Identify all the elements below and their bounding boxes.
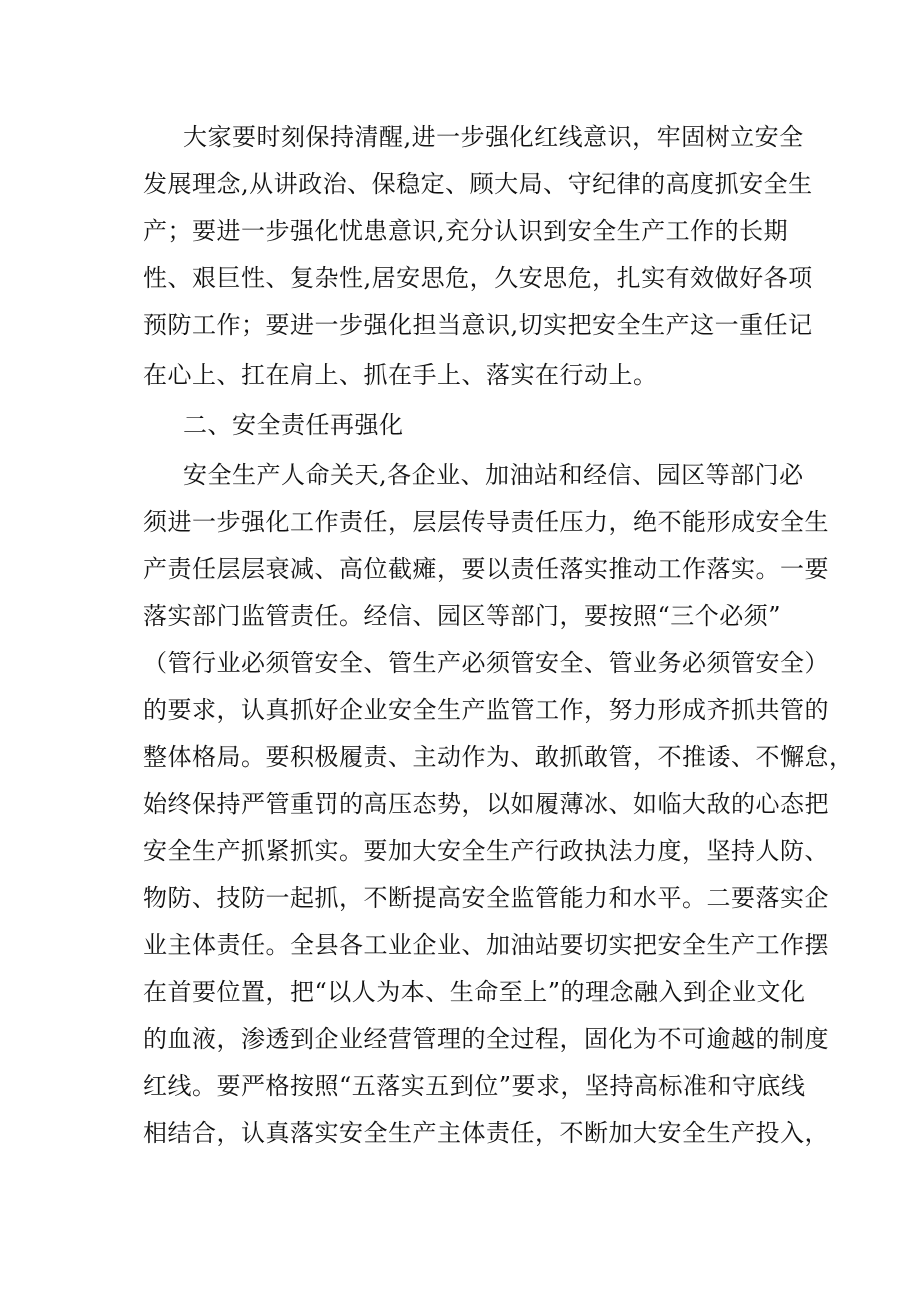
paragraph-line: 大家要时刻保持清醒,进一步强化红线意识，牢固树立安全 xyxy=(183,123,804,151)
paragraph-line: 的血液，渗透到企业经营管理的全过程，固化为不可逾越的制度 xyxy=(143,1025,829,1053)
paragraph-line: 须进一步强化工作责任，层层传导责任压力，绝不能形成安全生 xyxy=(143,508,829,536)
paragraph-line: 安全生产抓紧抓实。要加大安全生产行政执法力度，坚持人防、 xyxy=(143,837,829,865)
paragraph-line: 预防工作；要进一步强化担当意识,切实把安全生产这一重任记 xyxy=(143,311,813,339)
paragraph-line: 业主体责任。全县各工业企业、加油站要切实把安全生产工作摆 xyxy=(143,931,829,959)
paragraph-line: 发展理念,从讲政治、保稳定、顾大局、守纪律的高度抓安全生 xyxy=(143,170,813,198)
section-heading: 二、安全责任再强化 xyxy=(183,411,404,439)
paragraph-line: 始终保持严管重罚的高压态势，以如履薄冰、如临大敌的心态把 xyxy=(143,790,829,818)
paragraph-line: 产责任层层衰减、高位截瘫，要以责任落实推动工作落实。一要 xyxy=(143,555,829,583)
paragraph-line: 在首要位置，把“以人为本、生命至上”的理念融入到企业文化 xyxy=(143,978,806,1006)
paragraph-line: 的要求，认真抓好企业安全生产监管工作，努力形成齐抓共管的 xyxy=(143,696,829,724)
paragraph-line: 相结合，认真落实安全生产主体责任，不断加大安全生产投入， xyxy=(143,1119,829,1147)
paragraph-line: 物防、技防一起抓，不断提高安全监管能力和水平。二要落实企 xyxy=(143,884,829,912)
paragraph-line: 性、艰巨性、复杂性,居安思危，久安思危，扎实有效做好各项 xyxy=(143,264,813,292)
paragraph-line: 落实部门监管责任。经信、园区等部门，要按照“三个必须” xyxy=(143,602,782,630)
paragraph-line: 在心上、扛在肩上、抓在手上、落实在行动上。 xyxy=(143,361,658,389)
paragraph-line: 安全生产人命关天,各企业、加油站和经信、园区等部门必 xyxy=(183,461,804,489)
paragraph-line: （管行业必须管安全、管生产必须管安全、管业务必须管安全） xyxy=(143,649,829,677)
paragraph-line: 产；要进一步强化忧患意识,充分认识到安全生产工作的长期 xyxy=(143,217,789,245)
paragraph-line: 红线。要严格按照“五落实五到位”要求，坚持高标准和守底线 xyxy=(143,1072,806,1100)
paragraph-line: 整体格局。要积极履责、主动作为、敢抓敢管，不推诿、不懈怠， xyxy=(143,743,854,771)
